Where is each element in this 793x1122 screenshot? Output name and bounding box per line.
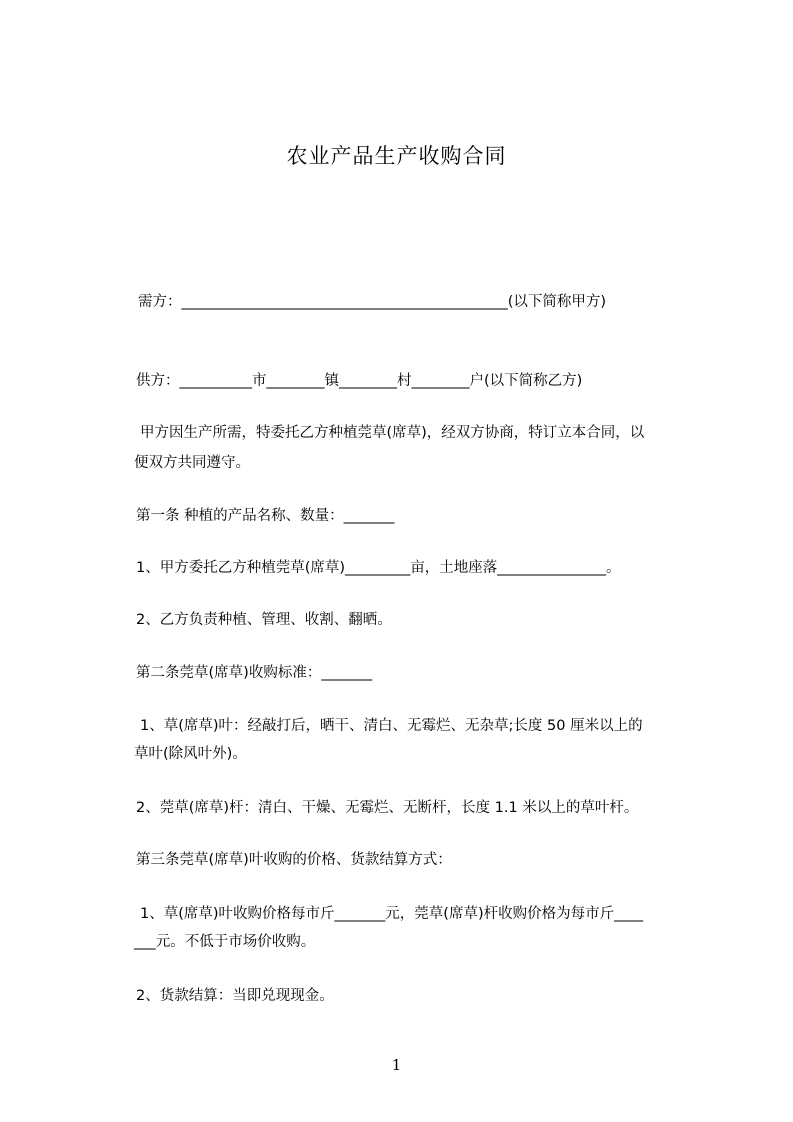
buyer-line: 需方：_____________________________________________(以下简称甲方)	[138, 294, 607, 310]
document-title: 农业产品生产收购合同	[286, 144, 507, 168]
intro-paragraph-line-1: 甲方因生产所需，特委托乙方种植莞草(席草)，经双方协商，特订立本合同，以	[140, 425, 645, 441]
article1-item2: 2、乙方负责种植、管理、收割、翻晒。	[136, 612, 392, 628]
article2-item1-line-1: 1、草(席草)叶：经敲打后，晒干、清白、无霉烂、无杂草;长度 50 厘米以上的	[140, 718, 643, 734]
article3-item1-line-1: 1、草(席草)叶收购价格每市斤_______元，莞草(席草)杆收购价格为每市斤____	[140, 906, 644, 922]
article1-heading: 第一条 种植的产品名称、数量：_______	[136, 508, 395, 524]
article2-item2: 2、莞草(席草)杆：清白、干燥、无霉烂、无断杆，长度 1.1 米以上的草叶杆。	[136, 800, 639, 816]
article3-heading: 第三条莞草(席草)叶收购的价格、货款结算方式：	[136, 852, 452, 868]
article2-heading: 第二条莞草(席草)收购标准：_______	[136, 665, 373, 681]
article1-item1: 1、甲方委托乙方种植莞草(席草)_________亩，土地座落_______________。	[136, 560, 621, 576]
intro-paragraph-line-2: 便双方共同遵守。	[134, 455, 250, 471]
article2-item1-line-2: 草叶(除风叶外)。	[134, 746, 247, 762]
article3-item2: 2、货款结算：当即兑现现金。	[136, 988, 334, 1004]
supplier-line: 供方：__________市________镇________村________户(以下简称乙方)	[136, 373, 583, 389]
page-number: 1	[391, 1056, 402, 1074]
article3-item1-line-2: ___元。不低于市场价收购。	[134, 934, 316, 950]
